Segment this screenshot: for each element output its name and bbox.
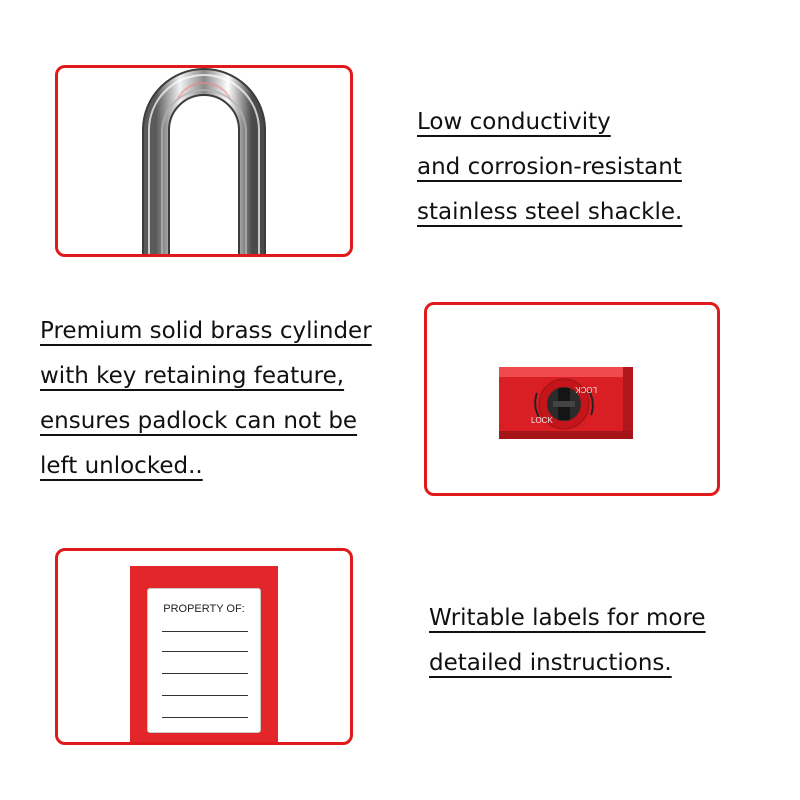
label-line (162, 695, 248, 696)
caption-line: and corrosion-resistant (417, 154, 682, 180)
lock-mark-text-rotated: LOCK (575, 385, 597, 394)
cylinder-caption (40, 309, 372, 489)
label-image-frame (55, 548, 353, 745)
lock-mark-text: LOCK (531, 416, 553, 425)
cylinder-image-frame (424, 302, 720, 496)
caption-line: left unlocked.. (40, 453, 203, 479)
shackle-caption (417, 100, 682, 235)
label-line (162, 717, 248, 718)
caption-line: Low conductivity (417, 109, 611, 135)
caption-line: Premium solid brass cylinder (40, 318, 372, 344)
label-line (162, 651, 248, 652)
label-icon (130, 566, 278, 745)
label-caption (429, 596, 706, 686)
label-title: PROPERTY OF: (163, 603, 245, 615)
shackle-image-frame (55, 65, 353, 257)
shackle-icon (58, 68, 350, 254)
caption-line: detailed instructions. (429, 650, 672, 676)
caption-line: stainless steel shackle. (417, 199, 683, 225)
label-line (162, 631, 248, 632)
caption-line: Writable labels for more (429, 605, 706, 631)
label-line (162, 673, 248, 674)
writable-label (147, 588, 261, 733)
caption-line: with key retaining feature, (40, 363, 345, 389)
keyhole-icon (427, 305, 717, 493)
caption-line: ensures padlock can not be (40, 408, 358, 434)
